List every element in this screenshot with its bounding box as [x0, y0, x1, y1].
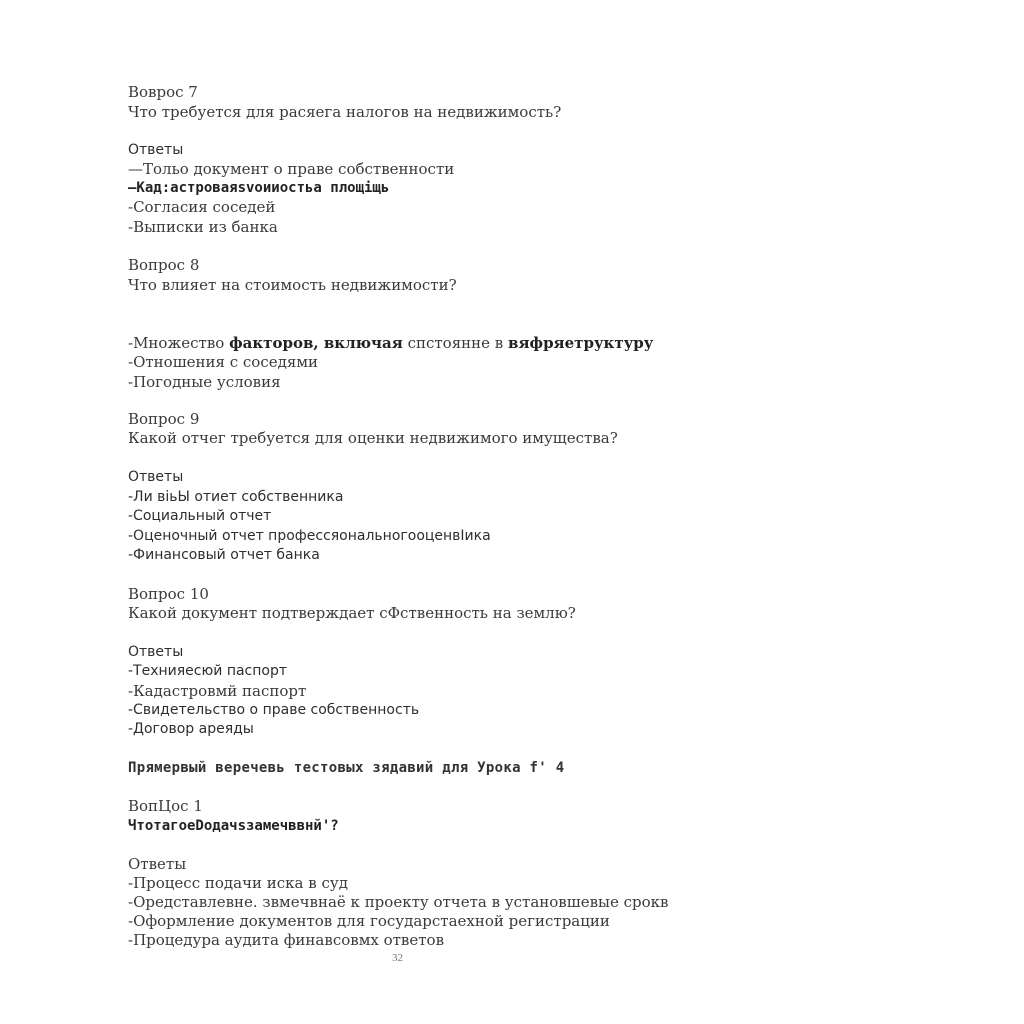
- q7-answer-2: –Кад:астроваяsvoииостьа площiщь: [128, 180, 390, 196]
- s4q1-answer-2: -Оредставлевне. звмечвнаё к проекту отчета в установшевые срокв: [128, 893, 669, 911]
- q8-answer-1: [128, 334, 653, 353]
- s4q1-answer-4: -Процедура аудита финавсовмх ответов: [128, 931, 445, 949]
- q10-answer-2: -Кадастровмй паспорт: [128, 682, 307, 700]
- q9-answer-3: -Оценочный отчет профессяональногооценвIика: [128, 528, 491, 544]
- q10-question: Какой документ подтверждает сФственность на землю?: [128, 604, 576, 622]
- q7-answers-label: Ответы: [128, 142, 184, 158]
- q9-question: Какой отчег требуется для оценки недвижимого имущества?: [128, 429, 618, 447]
- q7-title: Вовроc 7: [128, 83, 198, 101]
- q10-answers-label: Ответы: [128, 644, 184, 660]
- q8-question: Что влияет на стоимость недвижимости?: [128, 276, 457, 294]
- q8-answer-1-part-a: -Множество: [128, 334, 230, 352]
- q8-answer-1-part-b: факторов, включая: [229, 334, 403, 352]
- q10-title: Вопрос 10: [128, 585, 209, 603]
- q7-answer-1: —Тольо документ о праве собственности: [128, 160, 455, 178]
- s4q1-answers-label: Ответы: [128, 855, 187, 873]
- q7-answer-3: -Согласия соседей: [128, 198, 276, 216]
- q8-answer-1-part-c: спстоянне в: [402, 334, 509, 352]
- q9-title: Вопрос 9: [128, 410, 200, 428]
- page-number: 32: [392, 952, 403, 964]
- q7-question: Что требуется для расяега налогов на недвижимость?: [128, 103, 562, 121]
- q8-answer-3: -Погодные условия: [128, 373, 281, 391]
- q9-answer-2: -Социальный отчет: [128, 508, 272, 524]
- section-heading: Прямервый веречевь тестовых зядавий для Урока f' 4: [128, 760, 565, 776]
- s4q1-title: ВопЦос 1: [128, 797, 203, 815]
- q7-answer-4: -Выписки из банка: [128, 218, 278, 236]
- q10-answer-4: -Договор ареяды: [128, 721, 254, 737]
- q8-answer-2: -Отношения с соседями: [128, 353, 318, 371]
- q9-answer-1: -Ли вiьЫ отиет собственника: [128, 489, 344, 505]
- q8-title: Вопрос 8: [128, 256, 200, 274]
- q10-answer-3: -Свидетельство о праве собственность: [128, 702, 420, 718]
- q9-answer-4: -Финансовый отчет банка: [128, 547, 320, 563]
- q8-answer-1-part-d: вяфряетруктуру: [508, 334, 654, 352]
- s4q1-answer-3: -Оформление документов для государстаехной регистрации: [128, 912, 610, 930]
- q10-answer-1: -Технияесюй паспорт: [128, 663, 288, 679]
- s4q1-answer-1: -Процесс подачи иска в суд: [128, 874, 348, 892]
- s4q1-question: ЧтотагоеDoдачsзамечввнй'?: [128, 818, 339, 834]
- q9-answers-label: Ответы: [128, 469, 184, 485]
